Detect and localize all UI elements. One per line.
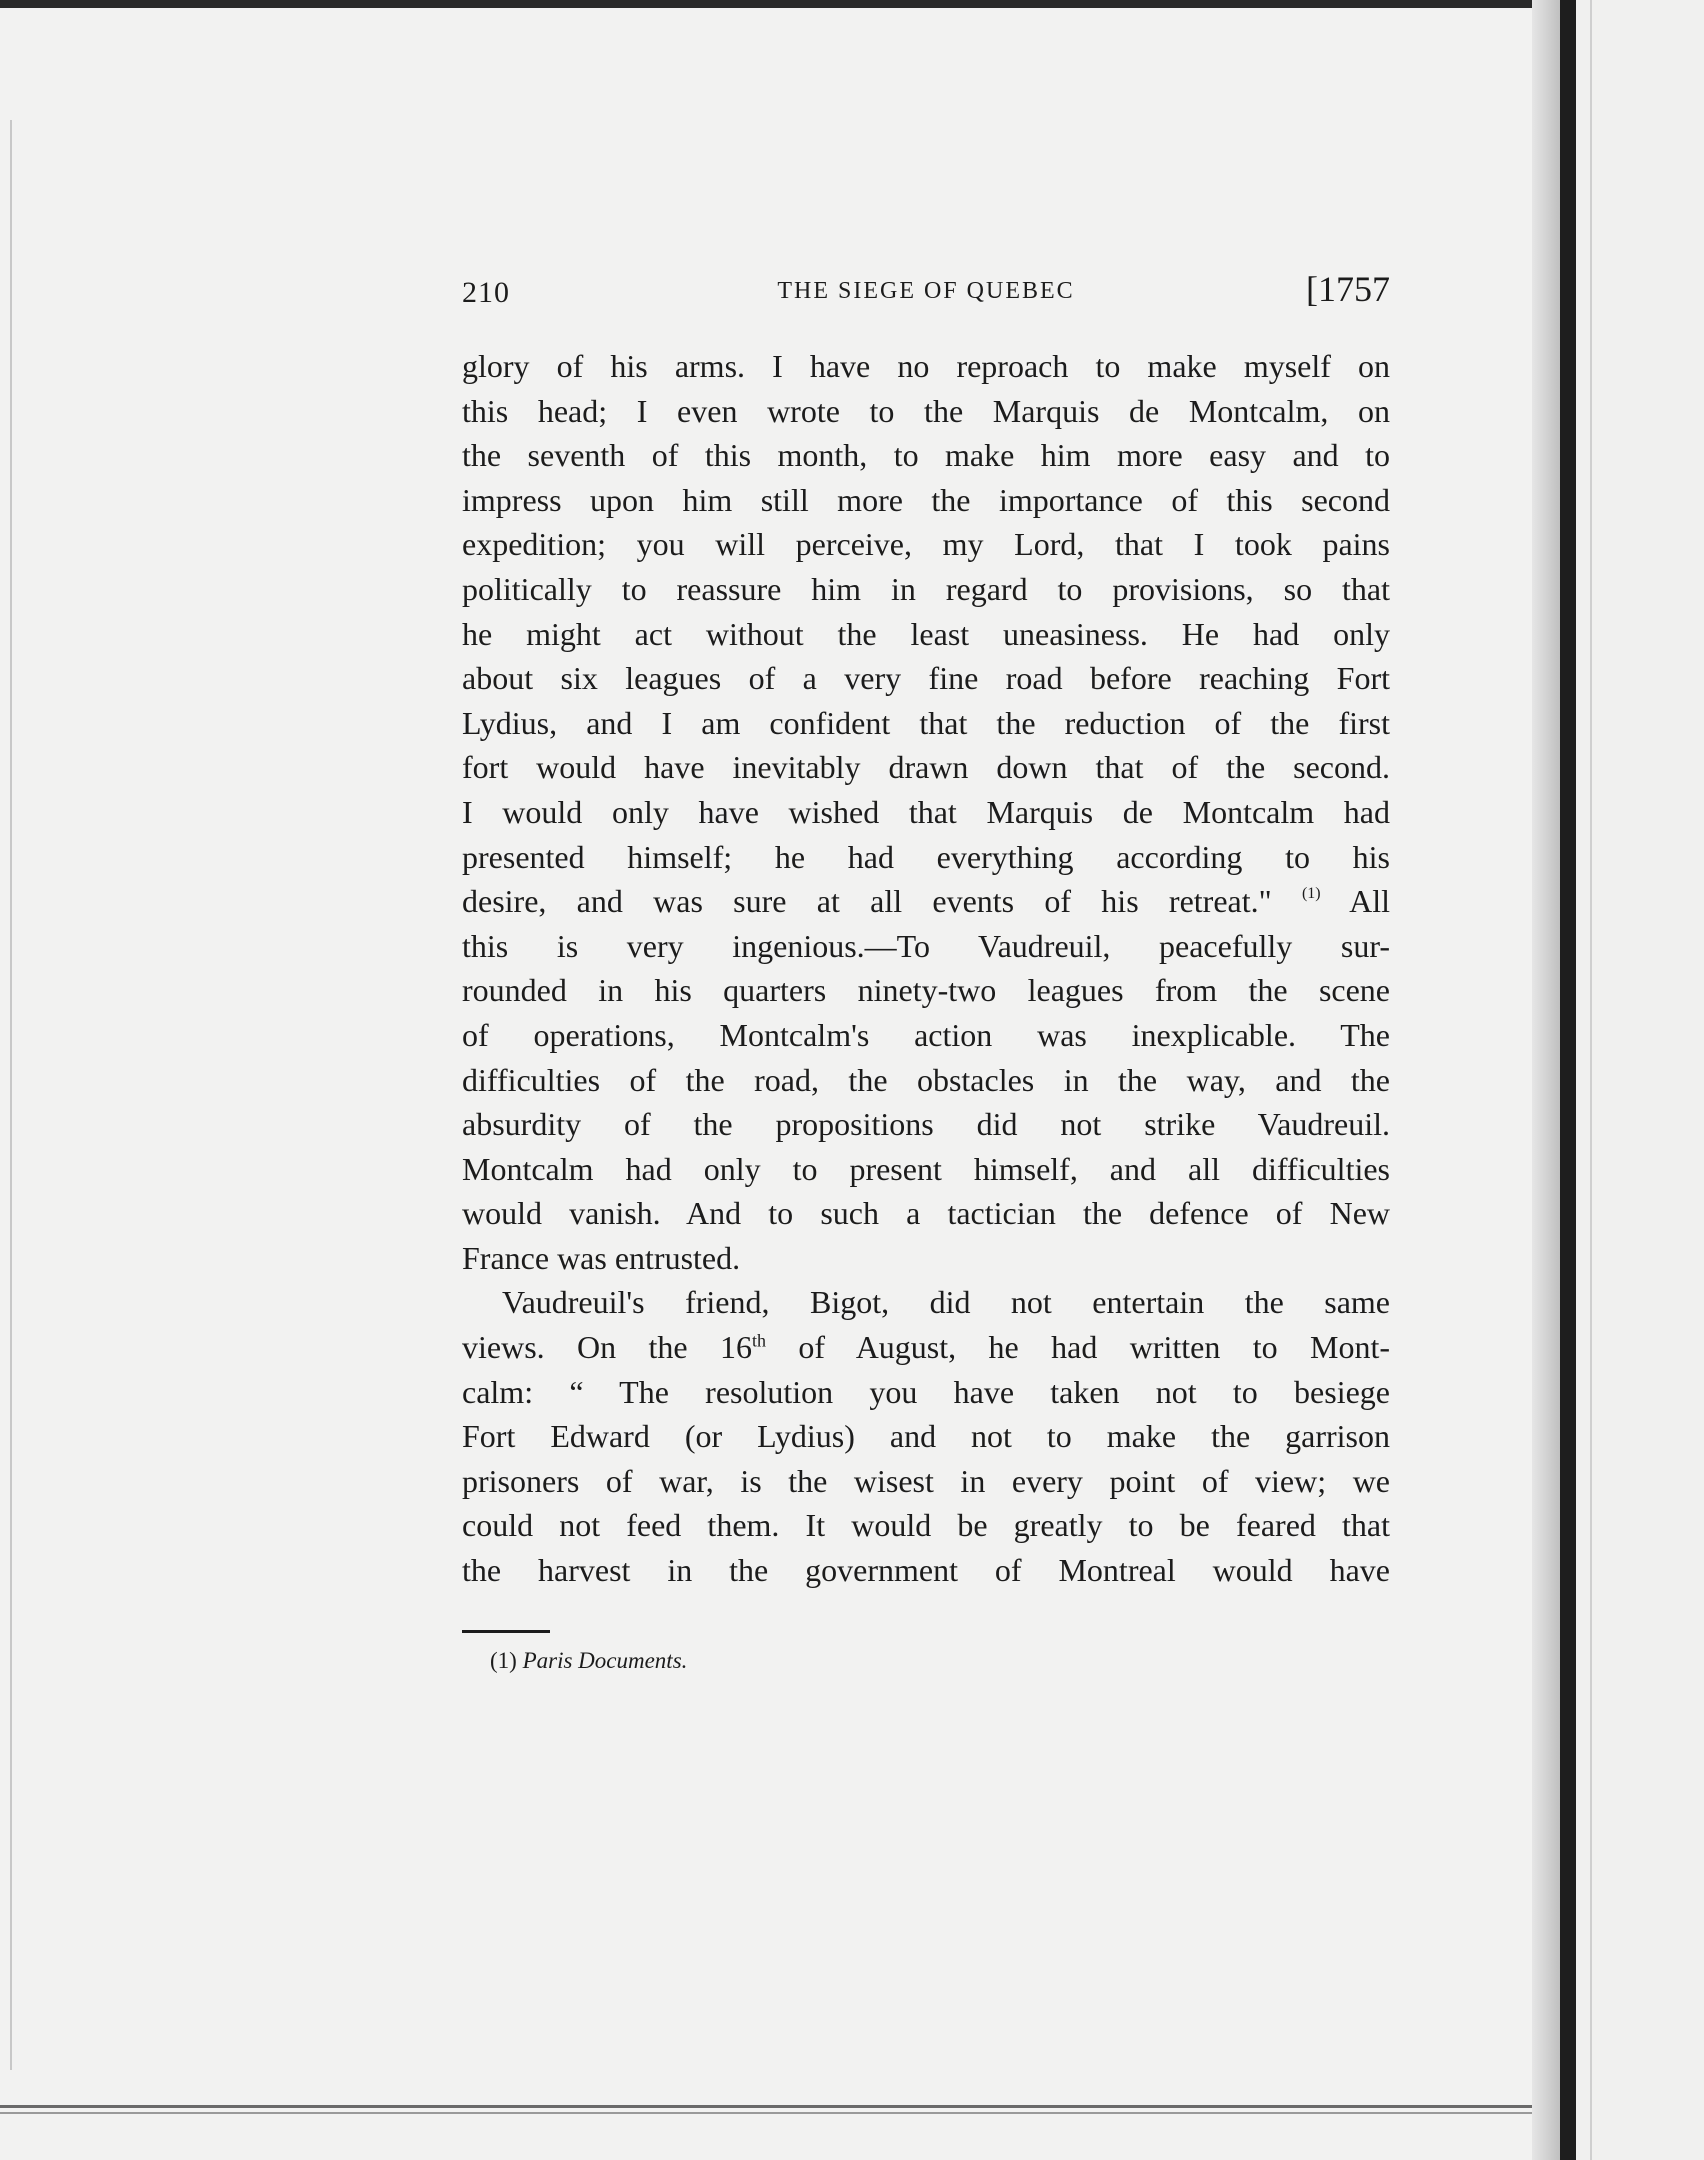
ordinal-superscript: th xyxy=(752,1330,767,1351)
body-text xyxy=(462,344,1390,1593)
running-head xyxy=(462,268,1390,318)
paragraph-first-line: Vaudreuil's friend, Bigot, did not entertain the same xyxy=(502,1284,1390,1321)
text-segment: All xyxy=(1349,883,1390,920)
year-tag: [1757 xyxy=(1306,269,1390,309)
text-line: would vanish. And to such a tactician the defence of New xyxy=(462,1195,1390,1232)
text-line: of operations, Montcalm's action was inexplicable. The xyxy=(462,1016,1390,1053)
text-line-with-superscript xyxy=(462,1325,1390,1370)
text-line: politically to reassure him in regard to provisions, so that xyxy=(462,570,1390,607)
footnote xyxy=(490,1648,687,1674)
text-line: impress upon him still more the importance of this second xyxy=(462,481,1390,518)
text-line: presented himself; he had everything according to his xyxy=(462,838,1390,875)
book-binding xyxy=(1560,0,1576,2160)
left-page-edge xyxy=(10,120,12,2070)
text-segment: views. On the 16 xyxy=(462,1329,753,1366)
page-bottom-edge xyxy=(0,2105,1570,2108)
adjacent-page-edge xyxy=(1590,0,1592,2160)
text-line: the harvest in the government of Montreal would have xyxy=(462,1552,1390,1589)
text-line: Montcalm had only to present himself, and all difficulties xyxy=(462,1150,1390,1187)
text-line: expedition; you will perceive, my Lord, that I took pains xyxy=(462,526,1390,563)
text-line: fort would have inevitably drawn down that of the second. xyxy=(462,749,1390,786)
scan-top-edge xyxy=(0,0,1704,8)
footnote-source: Paris Documents. xyxy=(522,1648,688,1673)
text-line: about six leagues of a very fine road before reaching Fort xyxy=(462,660,1390,697)
footnote-reference: (1) xyxy=(1301,885,1321,903)
text-line: absurdity of the propositions did not strike Vaudreuil. xyxy=(462,1106,1390,1143)
footnote-marker: (1) xyxy=(490,1648,517,1673)
binding-shadow xyxy=(1532,0,1562,2160)
page-number: 210 xyxy=(462,276,510,309)
text-line: difficulties of the road, the obstacles in the way, and the xyxy=(462,1061,1390,1098)
text-line: glory of his arms. I have no reproach to make myself on xyxy=(462,348,1390,384)
text-line: this head; I even wrote to the Marquis de Montcalm, on xyxy=(462,392,1390,429)
running-title: THE SIEGE OF QUEBEC xyxy=(777,278,1075,304)
text-line: calm: “ The resolution you have taken not to besiege xyxy=(462,1373,1390,1410)
text-line: I would only have wished that Marquis de Montcalm had xyxy=(462,793,1390,830)
text-line: Fort Edward (or Lydius) and not to make the garrison xyxy=(462,1418,1390,1455)
page-bottom-edge-inner xyxy=(0,2112,1560,2114)
paragraph-last-line: France was entrusted. xyxy=(462,1239,741,1276)
text-line: Lydius, and I am confident that the reduction of the first xyxy=(462,704,1390,741)
text-line: this is very ingenious.—To Vaudreuil, peacefully sur- xyxy=(462,927,1390,964)
text-line: prisoners of war, is the wisest in every point of view; we xyxy=(462,1462,1390,1499)
text-segment: of August, he had written to Mont- xyxy=(766,1329,1390,1366)
text-segment: desire, and was sure at all events of his retreat." xyxy=(462,883,1272,920)
text-line: rounded in his quarters ninety-two leagues from the scene xyxy=(462,972,1390,1009)
text-line: the seventh of this month, to make him more easy and to xyxy=(462,437,1390,474)
text-line-with-footnote-ref xyxy=(462,879,1390,924)
adjacent-page xyxy=(1576,0,1704,2160)
text-line: he might act without the least uneasiness. He had only xyxy=(462,615,1390,652)
footnote-rule xyxy=(462,1630,550,1633)
text-line: could not feed them. It would be greatly to be feared that xyxy=(462,1507,1390,1544)
